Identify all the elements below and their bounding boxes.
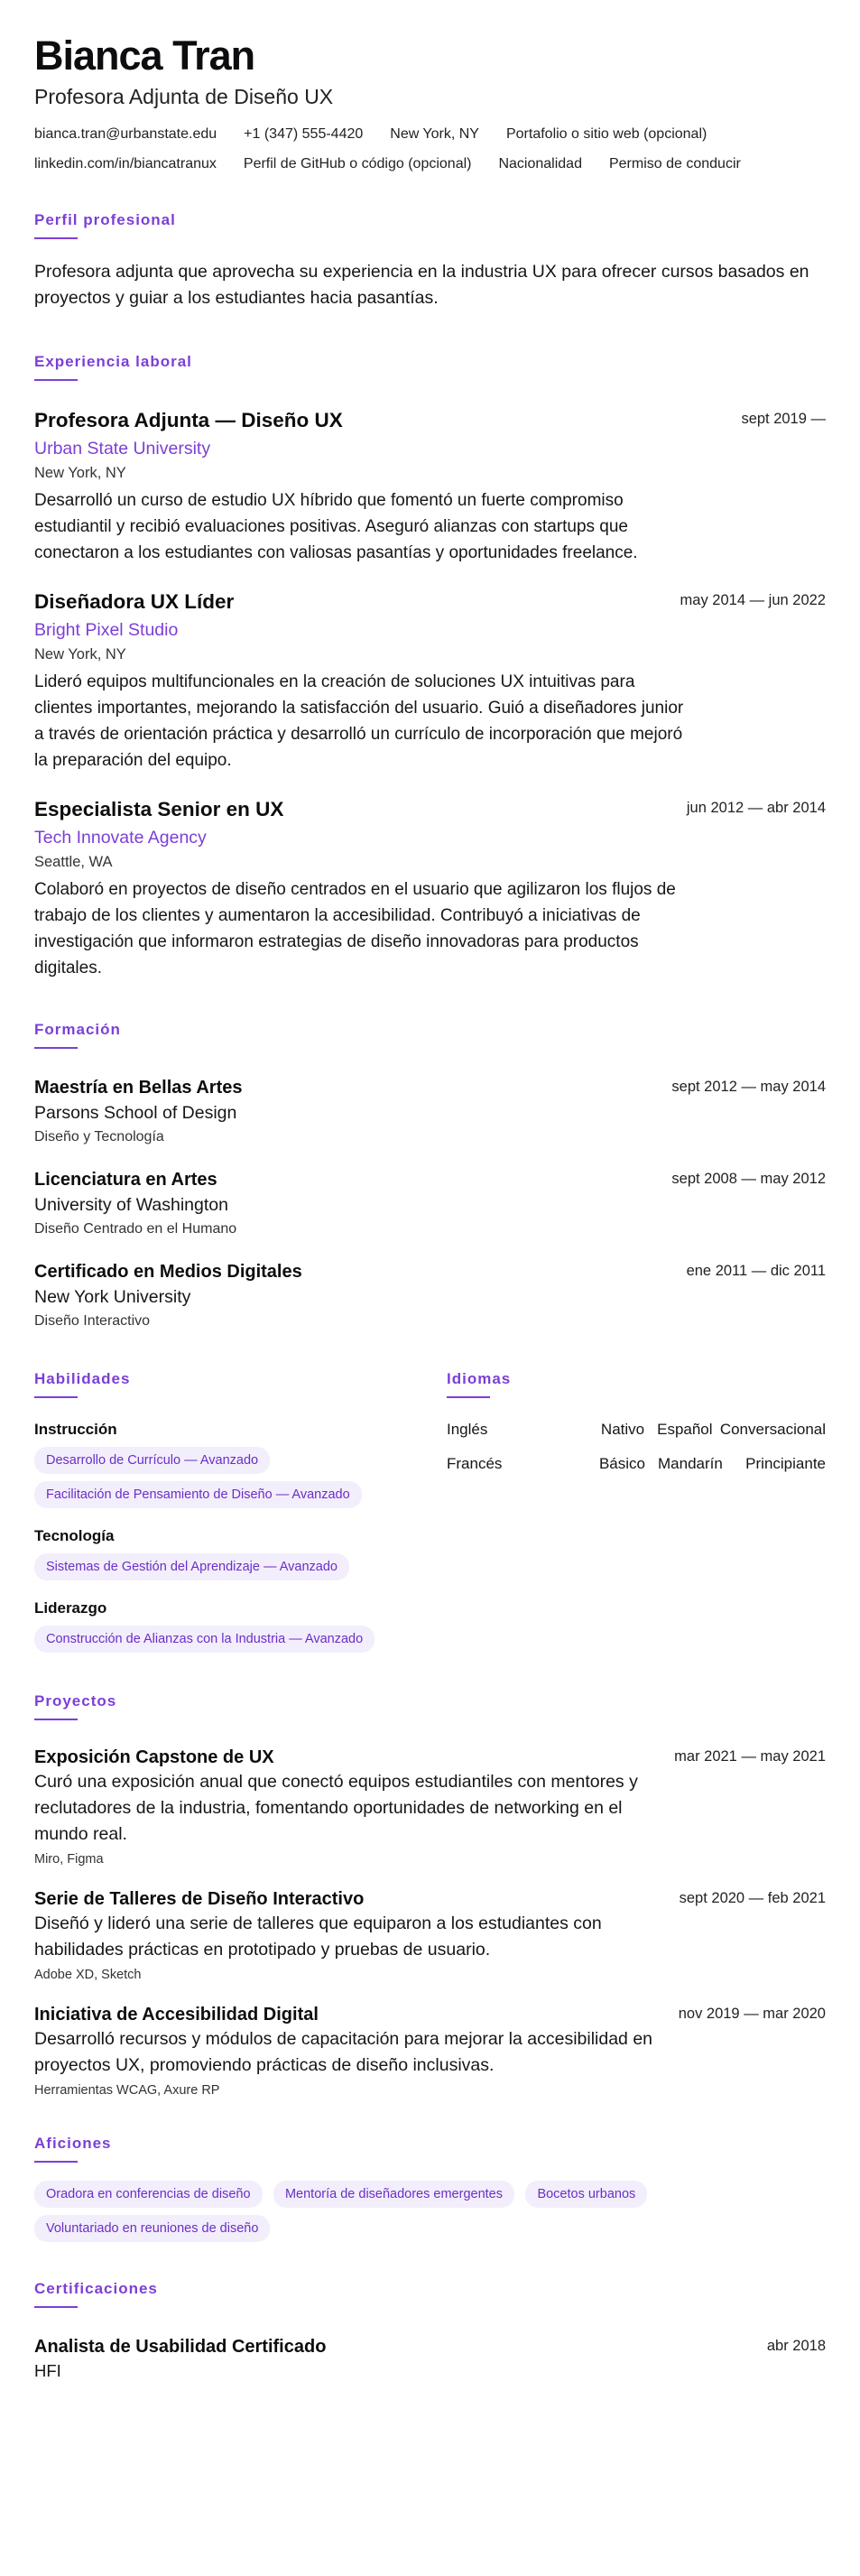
contact-info	[34, 125, 826, 173]
contact-row	[34, 155, 826, 173]
degree-title: Maestría en Bellas Artes	[34, 1078, 243, 1098]
heading-underline	[34, 379, 78, 381]
experience-item	[34, 408, 826, 566]
contact-nationality: Nacionalidad	[498, 156, 582, 171]
resume-header	[34, 32, 826, 173]
skill-tag: Sistemas de Gestión del Aprendizaje — Avanzado	[34, 1553, 349, 1580]
language-row	[447, 1454, 826, 1474]
certification-issuer: HFI	[34, 2361, 61, 2380]
heading-underline	[34, 1047, 78, 1049]
skills-languages-row	[34, 1370, 826, 1653]
contact-portfolio[interactable]: Portafolio o sitio web (opcional)	[505, 126, 707, 142]
section-heading: Formación	[34, 1021, 121, 1038]
contact-email[interactable]: bianca.tran@urbanstate.edu	[34, 126, 217, 142]
contact-phone[interactable]: +1 (347) 555-4420	[244, 126, 364, 142]
contact-driving-license: Permiso de conducir	[608, 156, 741, 171]
heading-underline	[447, 1396, 490, 1398]
job-dates: jun 2012 — abr 2014	[686, 800, 826, 816]
project-tools: Herramientas WCAG, Axure RP	[34, 2083, 220, 2098]
education-item	[34, 1076, 826, 1146]
company-name: Urban State University	[34, 439, 211, 459]
education-item	[34, 1168, 826, 1238]
language-name: Mandarín	[658, 1455, 723, 1472]
school-name: New York University	[34, 1287, 191, 1307]
job-location: Seattle, WA	[34, 854, 113, 870]
experience-item	[34, 589, 826, 774]
education-dates: sept 2008 — may 2012	[671, 1171, 826, 1187]
certifications-section	[34, 2280, 826, 2382]
contact-row	[34, 125, 826, 144]
project-title: Serie de Talleres de Diseño Interactivo	[34, 1889, 365, 1909]
experience-section	[34, 353, 826, 981]
skill-category: Tecnología	[34, 1527, 115, 1544]
field-of-study: Diseño y Tecnología	[34, 1129, 164, 1144]
experience-item	[34, 797, 826, 981]
project-description: Diseñó y lideró una serie de talleres que equiparon a los estudiantes con habilidades prácticas en prototipado y pruebas de usuario.	[34, 1913, 602, 1960]
education-section	[34, 1021, 826, 1330]
section-heading: Aficiones	[34, 2135, 112, 2152]
language-row	[447, 1420, 826, 1440]
hobby-tag: Voluntariado en reuniones de diseño	[34, 2215, 270, 2242]
job-location: New York, NY	[34, 646, 126, 663]
hobbies-section	[34, 2135, 826, 2242]
contact-location: New York, NY	[390, 126, 479, 142]
section-heading: Perfil profesional	[34, 211, 176, 228]
job-title: Especialista Senior en UX	[34, 798, 284, 820]
heading-underline	[34, 1719, 78, 1720]
certification-date: abr 2018	[766, 2338, 826, 2354]
project-dates: mar 2021 — may 2021	[674, 1748, 826, 1765]
skill-tag: Desarrollo de Currículo — Avanzado	[34, 1447, 270, 1474]
language-level: Básico	[598, 1455, 645, 1472]
skill-group	[34, 1526, 447, 1580]
language-name: Inglés	[447, 1421, 488, 1438]
project-description: Curó una exposición anual que conectó equipos estudiantiles con mentores y reclutadores de la industria, fomentando oportunidades de networking en el mundo real.	[34, 1772, 638, 1844]
section-heading: Certificaciones	[34, 2280, 158, 2297]
skill-tag: Construcción de Alianzas con la Industria — Avanzado	[34, 1626, 375, 1653]
degree-title: Licenciatura en Artes	[34, 1170, 217, 1190]
field-of-study: Diseño Interactivo	[34, 1313, 151, 1329]
school-name: Parsons School of Design	[34, 1103, 237, 1123]
degree-title: Certificado en Medios Digitales	[34, 1262, 302, 1282]
profile-section	[34, 211, 826, 311]
job-title: Diseñadora UX Líder	[34, 590, 235, 613]
project-item	[34, 1887, 826, 1983]
language-level: Nativo	[600, 1421, 645, 1438]
job-dates: sept 2019 —	[741, 411, 826, 427]
hobby-tag: Oradora en conferencias de diseño	[34, 2181, 263, 2208]
contact-github[interactable]: Perfil de GitHub o código (opcional)	[243, 156, 472, 171]
job-description: Lideró equipos multifuncionales en la creación de soluciones UX intuitivas para clientes importantes, mejorando la satisfacción del usuario. Guió a diseñadores junior a través de orientación práctica y desarrolló un currículo de incorporación que mejoró la preparación del equipo.	[34, 672, 684, 770]
project-description: Desarrolló recursos y módulos de capacitación para mejorar la accesibilidad en proyectos UX, promoviendo prácticas de diseño inclusivas.	[34, 2029, 653, 2075]
language-level: Principiante	[745, 1455, 826, 1472]
candidate-title: Profesora Adjunta de Diseño UX	[34, 85, 334, 108]
language-name: Francés	[447, 1455, 503, 1472]
job-dates: may 2014 — jun 2022	[680, 592, 826, 608]
heading-underline	[34, 2306, 78, 2308]
candidate-name: Bianca Tran	[34, 32, 255, 79]
skill-group	[34, 1598, 447, 1653]
job-description: Desarrolló un curso de estudio UX híbrido que fomentó un fuerte compromiso estudiantil y recibió evaluaciones positivas. Aseguró alianzas con startups que conectaron a los estudiantes con valiosas pasantías y oportunidades freelance.	[34, 491, 638, 562]
language-level: Conversacional	[719, 1421, 827, 1438]
contact-linkedin[interactable]: linkedin.com/in/biancatranux	[34, 156, 217, 171]
company-name: Tech Innovate Agency	[34, 828, 207, 848]
certification-title: Analista de Usabilidad Certificado	[34, 2337, 327, 2357]
job-title: Profesora Adjunta — Diseño UX	[34, 409, 343, 431]
project-item	[34, 1746, 826, 1867]
skill-tag: Facilitación de Pensamiento de Diseño — Avanzado	[34, 1481, 362, 1508]
education-dates: sept 2012 — may 2014	[671, 1079, 826, 1095]
field-of-study: Diseño Centrado en el Humano	[34, 1221, 237, 1237]
project-dates: nov 2019 — mar 2020	[678, 2006, 826, 2022]
project-title: Iniciativa de Accesibilidad Digital	[34, 2005, 319, 2025]
skill-group	[34, 1420, 447, 1508]
profile-summary: Profesora adjunta que aprovecha su experiencia en la industria UX para ofrecer cursos basados en proyectos y guiar a los estudiantes hacia pasantías.	[34, 262, 809, 308]
languages-section	[447, 1370, 826, 1653]
projects-section	[34, 1692, 826, 2099]
education-item	[34, 1260, 826, 1330]
project-dates: sept 2020 — feb 2021	[679, 1890, 826, 1906]
hobby-tag: Bocetos urbanos	[525, 2181, 647, 2208]
skill-category: Liderazgo	[34, 1599, 107, 1617]
job-location: New York, NY	[34, 465, 126, 481]
company-name: Bright Pixel Studio	[34, 620, 179, 640]
project-item	[34, 2003, 826, 2099]
education-dates: ene 2011 — dic 2011	[686, 1263, 826, 1279]
school-name: University of Washington	[34, 1195, 228, 1215]
certification-item	[34, 2335, 826, 2382]
hobby-tag: Mentoría de diseñadores emergentes	[273, 2181, 514, 2208]
heading-underline	[34, 1396, 78, 1398]
skill-category: Instrucción	[34, 1421, 117, 1438]
section-heading: Proyectos	[34, 1692, 117, 1710]
section-heading: Habilidades	[34, 1370, 131, 1387]
job-description: Colaboró en proyectos de diseño centrados en el usuario que agilizaron los flujos de trabajo de los clientes y aumentaron la accesibilidad. Contribuyó a iniciativas de investigación que informaron estrategias de diseño innovadoras para productos digitales.	[34, 880, 676, 978]
project-tools: Adobe XD, Sketch	[34, 1968, 142, 1982]
section-heading: Idiomas	[447, 1370, 512, 1387]
skills-section	[34, 1370, 447, 1653]
project-tools: Miro, Figma	[34, 1852, 104, 1867]
project-title: Exposición Capstone de UX	[34, 1747, 274, 1767]
language-name: Español	[657, 1421, 713, 1438]
heading-underline	[34, 2161, 78, 2163]
heading-underline	[34, 237, 78, 239]
section-heading: Experiencia laboral	[34, 353, 192, 370]
